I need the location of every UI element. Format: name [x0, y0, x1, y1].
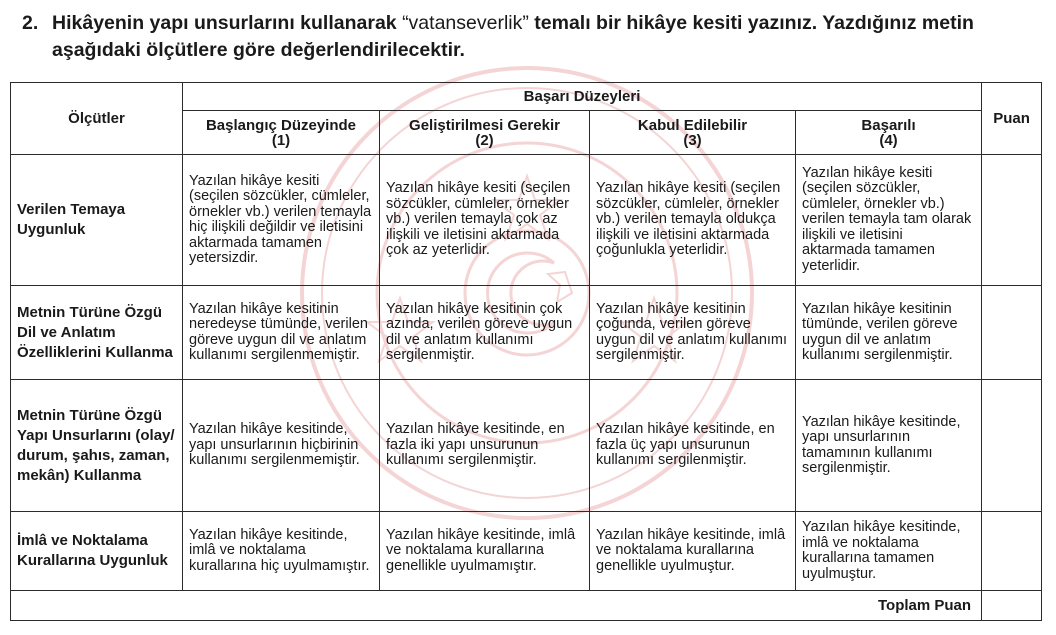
table-row	[11, 286, 1042, 380]
rubric-cell: Yazılan hikâye kesitinde, imlâ ve noktalama kurallarına tamamen uyulmuştur.	[796, 512, 982, 591]
level-label: Geliştirilmesi Gerekir	[409, 116, 560, 134]
level-header-2	[380, 111, 590, 155]
score-cell[interactable]	[982, 512, 1042, 591]
rubric-cell: Yazılan hikâye kesitinin çoğunda, verilen göreve uygun dil ve anlatım kullanımı sergilenmiştir.	[590, 286, 796, 380]
score-cell[interactable]	[982, 286, 1042, 380]
question-bold-1: Hikâyenin yapı unsurlarını kullanarak	[52, 12, 403, 34]
level-score: (3)	[683, 131, 702, 149]
level-header-4	[796, 111, 982, 155]
rubric-cell: Yazılan hikâye kesitinde, en fazla iki yapı unsurunun kullanımı sergilenmiştir.	[380, 380, 590, 512]
rubric-cell: Yazılan hikâye kesiti (seçilen sözcükler, cümleler, örnekler vb.) verilen temayla tam olarak ilişkili ve iletisini aktarmada tamamen yeterlidir.	[796, 155, 982, 286]
question-number: 2.	[22, 12, 39, 34]
rubric-cell: Yazılan hikâye kesitinin tümünde, verilen göreve uygun dil ve anlatım kullanımı sergilenmiştir.	[796, 286, 982, 380]
table-row	[11, 512, 1042, 591]
rubric-cell: Yazılan hikâye kesitinde, imlâ ve noktalama kurallarına genellikle uyulmamıştır.	[380, 512, 590, 591]
rubric-cell: Yazılan hikâye kesiti (seçilen sözcükler, cümleler, örnekler vb.) verilen temayla hiç ilişkili değildir ve iletisini aktarmada tamamen yetersizdir.	[183, 155, 380, 286]
score-cell[interactable]	[982, 380, 1042, 512]
rubric-cell: Yazılan hikâye kesiti (seçilen sözcükler, cümleler, örnekler vb.) verilen temayla çok az ilişkili ve iletisini aktarmada çok az yeterlidir.	[380, 155, 590, 286]
question-quoted-theme: “vatanseverlik”	[402, 12, 529, 34]
rubric-cell: Yazılan hikâye kesitinde, imlâ ve noktalama kurallarına hiç uyulmamıştır.	[183, 512, 380, 591]
score-header: Puan	[982, 83, 1042, 155]
levels-header: Başarı Düzeyleri	[183, 83, 982, 111]
criteria-header: Ölçütler	[11, 83, 183, 155]
question-text	[22, 10, 1047, 64]
level-header-1	[183, 111, 380, 155]
rubric-table	[10, 82, 1042, 621]
score-cell[interactable]	[982, 155, 1042, 286]
rubric-cell: Yazılan hikâye kesitinde, imlâ ve noktalama kurallarına genellikle uyulmuştur.	[590, 512, 796, 591]
level-score: (4)	[879, 131, 898, 149]
level-header-3	[590, 111, 796, 155]
level-label: Başlangıç Düzeyinde	[205, 116, 357, 134]
total-label: Toplam Puan	[11, 591, 982, 621]
rubric-cell: Yazılan hikâye kesiti (seçilen sözcükler, cümleler, örnekler vb.) verilen temayla oldukça ilişkili ve iletisini aktarmada çoğunlukla yeterlidir.	[590, 155, 796, 286]
question-line-2: aşağıdaki ölçütlere göre değerlendirilecektir.	[52, 39, 465, 61]
level-label: Başarılı	[861, 116, 916, 134]
rubric-cell: Yazılan hikâye kesitinin çok azında, verilen göreve uygun dil ve anlatım kullanımı sergilenmiştir.	[380, 286, 590, 380]
rubric-cell: Yazılan hikâye kesitinde, yapı unsurlarının hiçbirinin kullanımı sergilenmemiştir.	[183, 380, 380, 512]
table-row	[11, 380, 1042, 512]
level-score: (2)	[475, 131, 494, 149]
criterion-label: Verilen Temaya Uygunluk	[11, 155, 183, 286]
question-bold-2: temalı bir hikâye kesiti yazınız. Yazdığınız metin	[528, 12, 974, 34]
criterion-label: Metnin Türüne Özgü Yapı Unsurlarını (olay/ durum, şahıs, zaman, mekân) Kullanma	[11, 380, 183, 512]
total-row	[11, 591, 1042, 621]
level-score: (1)	[271, 131, 291, 149]
level-label: Kabul Edilebilir	[637, 116, 748, 134]
rubric-cell: Yazılan hikâye kesitinde, yapı unsurlarının tamamının kullanımı sergilenmiştir.	[796, 380, 982, 512]
criterion-label: İmlâ ve Noktalama Kurallarına Uygunluk	[11, 512, 183, 591]
table-row	[11, 155, 1042, 286]
rubric-cell: Yazılan hikâye kesitinde, en fazla üç yapı unsurunun kullanımı sergilenmiştir.	[590, 380, 796, 512]
total-score-cell[interactable]	[982, 591, 1042, 621]
rubric-cell: Yazılan hikâye kesitinin neredeyse tümünde, verilen göreve uygun dil ve anlatım kullanımı sergilenmemiştir.	[183, 286, 380, 380]
criterion-label: Metnin Türüne Özgü Dil ve Anlatım Özelliklerini Kullanma	[11, 286, 183, 380]
